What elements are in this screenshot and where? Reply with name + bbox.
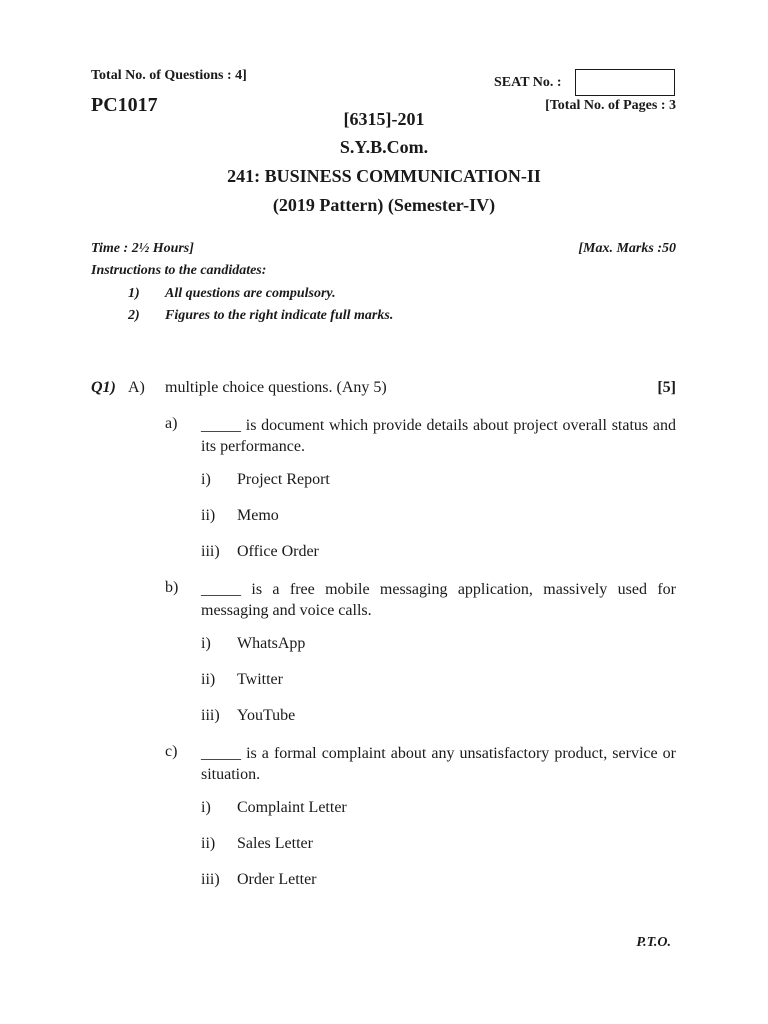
option-text: Office Order <box>237 543 319 560</box>
question-marks: [5] <box>657 379 676 396</box>
option-text: Sales Letter <box>237 835 313 852</box>
option-number: i) <box>201 635 211 652</box>
option-number: ii) <box>201 507 216 524</box>
paper-code: PC1017 <box>91 94 158 116</box>
question-title: multiple choice questions. (Any 5) <box>165 379 387 396</box>
option-text: WhatsApp <box>237 635 306 652</box>
sub-question-text: _____ is a formal complaint about any unsatisfactory product, service or situation. <box>201 745 676 783</box>
total-pages: [Total No. of Pages : 3 <box>545 98 676 113</box>
pattern-semester: (2019 Pattern) (Semester-IV) <box>272 195 496 215</box>
instruction-number: 2) <box>128 308 140 323</box>
sub-question-label: b) <box>165 579 179 596</box>
option-text: Order Letter <box>237 871 317 888</box>
option-text: Twitter <box>237 671 283 688</box>
option-number: iii) <box>201 543 220 560</box>
course-name: S.Y.B.Com. <box>339 137 429 157</box>
option-text: YouTube <box>237 707 296 724</box>
option-text: Memo <box>237 507 279 524</box>
option-number: iii) <box>201 871 220 888</box>
instructions-title: Instructions to the candidates: <box>91 263 267 278</box>
total-questions: Total No. of Questions : 4] <box>91 68 247 83</box>
option-number: ii) <box>201 671 216 688</box>
option-number: i) <box>201 799 211 816</box>
instruction-text: All questions are compulsory. <box>165 286 336 301</box>
max-marks: [Max. Marks :50 <box>578 241 676 256</box>
option-number: i) <box>201 471 211 488</box>
sub-question-label: c) <box>165 743 178 760</box>
question-label: Q1) <box>91 379 116 396</box>
seat-number-label: SEAT No. : <box>494 75 562 90</box>
sub-question-label: a) <box>165 415 178 432</box>
sub-question-text: _____ is a free mobile messaging application, massively used for messaging and voice calls. <box>201 581 676 619</box>
seat-number-box[interactable] <box>575 69 675 96</box>
exam-code: [6315]-201 <box>343 109 425 129</box>
question-part: A) <box>128 379 145 396</box>
please-turn-over: P.T.O. <box>636 935 671 950</box>
option-number: ii) <box>201 835 216 852</box>
time-allowed: Time : 2½ Hours] <box>91 241 194 256</box>
sub-question-text: _____ is document which provide details about project overall status and its performance. <box>201 417 676 455</box>
subject-title: 241: BUSINESS COMMUNICATION-II <box>227 166 541 186</box>
instruction-text: Figures to the right indicate full marks. <box>165 308 394 323</box>
instruction-number: 1) <box>128 286 140 301</box>
option-text: Complaint Letter <box>237 799 347 816</box>
option-number: iii) <box>201 707 220 724</box>
option-text: Project Report <box>237 471 330 488</box>
